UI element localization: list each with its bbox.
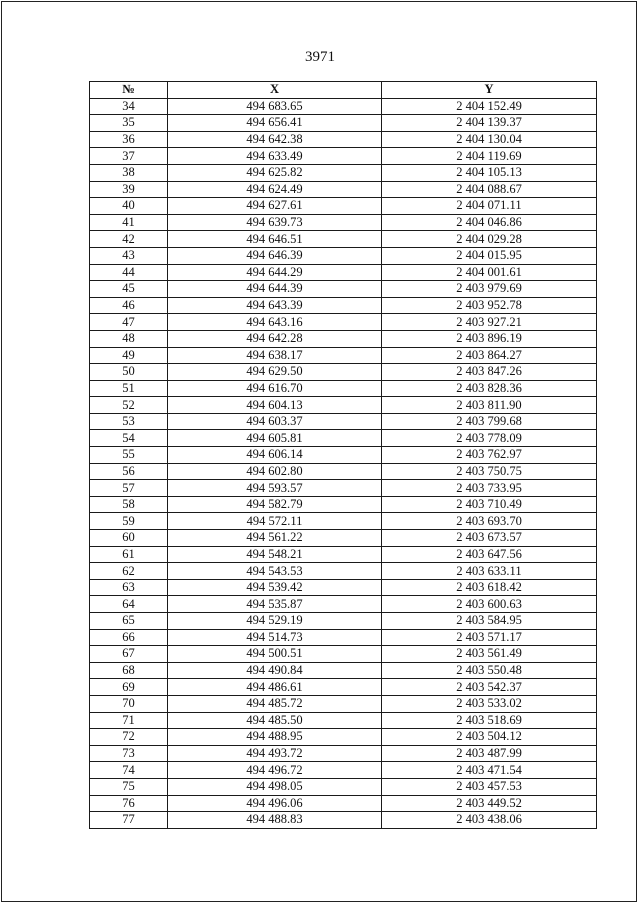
cell-number: 45 [90,281,168,298]
table-row [90,447,597,464]
cell-y: 2 403 561.49 [382,646,597,663]
cell-y: 2 404 105.13 [382,164,597,181]
table-row [90,247,597,264]
cell-number: 73 [90,745,168,762]
cell-x: 494 629.50 [168,364,382,381]
cell-x: 494 633.49 [168,148,382,165]
cell-number: 37 [90,148,168,165]
table-row [90,745,597,762]
table-row [90,281,597,298]
page-number: 3971 [305,49,335,65]
cell-y: 2 403 750.75 [382,463,597,480]
cell-y: 2 404 130.04 [382,131,597,148]
table-row [90,563,597,580]
cell-number: 64 [90,596,168,613]
table-row [90,530,597,547]
header-y: Y [382,82,597,99]
cell-y: 2 403 979.69 [382,281,597,298]
cell-x: 494 683.65 [168,98,382,115]
table-row [90,695,597,712]
cell-x: 494 498.05 [168,778,382,795]
cell-y: 2 403 438.06 [382,812,597,829]
cell-number: 71 [90,712,168,729]
cell-x: 494 646.39 [168,247,382,264]
cell-x: 494 643.39 [168,297,382,314]
cell-x: 494 486.61 [168,679,382,696]
cell-y: 2 404 119.69 [382,148,597,165]
cell-number: 36 [90,131,168,148]
cell-x: 494 535.87 [168,596,382,613]
cell-x: 494 639.73 [168,214,382,231]
cell-number: 58 [90,496,168,513]
cell-number: 38 [90,164,168,181]
cell-y: 2 404 029.28 [382,231,597,248]
coordinates-table [89,81,597,829]
cell-number: 47 [90,314,168,331]
cell-x: 494 625.82 [168,164,382,181]
table-row [90,330,597,347]
cell-number: 51 [90,380,168,397]
cell-x: 494 529.19 [168,613,382,630]
cell-x: 494 593.57 [168,480,382,497]
cell-x: 494 485.50 [168,712,382,729]
table-row [90,762,597,779]
table-row [90,729,597,746]
table-row [90,546,597,563]
table-row [90,364,597,381]
table-row [90,148,597,165]
cell-number: 34 [90,98,168,115]
table-row [90,413,597,430]
cell-y: 2 403 927.21 [382,314,597,331]
table-row [90,397,597,414]
cell-x: 494 561.22 [168,530,382,547]
cell-number: 59 [90,513,168,530]
cell-y: 2 403 710.49 [382,496,597,513]
table-row [90,198,597,215]
cell-x: 494 496.06 [168,795,382,812]
cell-number: 60 [90,530,168,547]
cell-y: 2 403 550.48 [382,662,597,679]
table-row [90,629,597,646]
cell-x: 494 500.51 [168,646,382,663]
cell-y: 2 403 571.17 [382,629,597,646]
cell-y: 2 403 799.68 [382,413,597,430]
cell-y: 2 403 471.54 [382,762,597,779]
table-row [90,131,597,148]
cell-x: 494 548.21 [168,546,382,563]
cell-x: 494 514.73 [168,629,382,646]
cell-number: 57 [90,480,168,497]
cell-y: 2 403 952.78 [382,297,597,314]
cell-number: 67 [90,646,168,663]
cell-x: 494 656.41 [168,115,382,132]
cell-number: 43 [90,247,168,264]
cell-x: 494 602.80 [168,463,382,480]
cell-number: 54 [90,430,168,447]
cell-number: 65 [90,613,168,630]
cell-y: 2 403 811.90 [382,397,597,414]
cell-number: 61 [90,546,168,563]
cell-y: 2 403 762.97 [382,447,597,464]
table-row [90,795,597,812]
cell-x: 494 539.42 [168,579,382,596]
cell-number: 49 [90,347,168,364]
cell-x: 494 605.81 [168,430,382,447]
cell-x: 494 488.95 [168,729,382,746]
table-row [90,231,597,248]
table-row [90,596,597,613]
cell-x: 494 493.72 [168,745,382,762]
cell-x: 494 485.72 [168,695,382,712]
table-row [90,430,597,447]
cell-x: 494 543.53 [168,563,382,580]
cell-y: 2 403 533.02 [382,695,597,712]
cell-y: 2 404 088.67 [382,181,597,198]
cell-y: 2 403 647.56 [382,546,597,563]
cell-number: 40 [90,198,168,215]
table-row [90,679,597,696]
cell-number: 44 [90,264,168,281]
cell-y: 2 403 778.09 [382,430,597,447]
cell-number: 41 [90,214,168,231]
cell-x: 494 644.39 [168,281,382,298]
cell-y: 2 403 673.57 [382,530,597,547]
cell-x: 494 604.13 [168,397,382,414]
cell-x: 494 638.17 [168,347,382,364]
table-row [90,297,597,314]
cell-number: 55 [90,447,168,464]
cell-number: 77 [90,812,168,829]
cell-number: 42 [90,231,168,248]
table-row [90,646,597,663]
table-row [90,314,597,331]
cell-x: 494 616.70 [168,380,382,397]
cell-number: 75 [90,778,168,795]
cell-y: 2 403 457.53 [382,778,597,795]
cell-y: 2 403 633.11 [382,563,597,580]
cell-y: 2 404 152.49 [382,98,597,115]
cell-x: 494 496.72 [168,762,382,779]
cell-number: 52 [90,397,168,414]
cell-x: 494 624.49 [168,181,382,198]
table-row [90,214,597,231]
table-row [90,164,597,181]
table-row [90,613,597,630]
cell-number: 72 [90,729,168,746]
cell-x: 494 490.84 [168,662,382,679]
cell-x: 494 642.38 [168,131,382,148]
table-row [90,115,597,132]
cell-x: 494 488.83 [168,812,382,829]
cell-y: 2 403 518.69 [382,712,597,729]
cell-number: 48 [90,330,168,347]
cell-number: 53 [90,413,168,430]
cell-y: 2 403 733.95 [382,480,597,497]
table-row [90,778,597,795]
cell-x: 494 603.37 [168,413,382,430]
table-row [90,662,597,679]
cell-number: 69 [90,679,168,696]
cell-y: 2 404 001.61 [382,264,597,281]
cell-number: 50 [90,364,168,381]
cell-x: 494 642.28 [168,330,382,347]
table-row [90,513,597,530]
cell-y: 2 404 046.86 [382,214,597,231]
table-row [90,579,597,596]
cell-number: 35 [90,115,168,132]
cell-number: 74 [90,762,168,779]
cell-y: 2 403 504.12 [382,729,597,746]
table-row [90,264,597,281]
cell-y: 2 404 139.37 [382,115,597,132]
header-number: № [90,82,168,99]
cell-number: 76 [90,795,168,812]
cell-y: 2 403 618.42 [382,579,597,596]
cell-number: 70 [90,695,168,712]
cell-y: 2 403 487.99 [382,745,597,762]
cell-number: 66 [90,629,168,646]
cell-y: 2 403 449.52 [382,795,597,812]
table-row [90,480,597,497]
table-row [90,98,597,115]
cell-y: 2 403 693.70 [382,513,597,530]
cell-x: 494 627.61 [168,198,382,215]
cell-number: 46 [90,297,168,314]
cell-y: 2 404 015.95 [382,247,597,264]
cell-y: 2 403 600.63 [382,596,597,613]
cell-x: 494 644.29 [168,264,382,281]
cell-number: 63 [90,579,168,596]
table-row [90,463,597,480]
cell-number: 68 [90,662,168,679]
table-row [90,347,597,364]
header-x: X [168,82,382,99]
cell-y: 2 404 071.11 [382,198,597,215]
cell-y: 2 403 847.26 [382,364,597,381]
cell-y: 2 403 584.95 [382,613,597,630]
cell-number: 56 [90,463,168,480]
cell-x: 494 582.79 [168,496,382,513]
table-row [90,380,597,397]
cell-x: 494 572.11 [168,513,382,530]
table-row [90,712,597,729]
cell-y: 2 403 828.36 [382,380,597,397]
cell-number: 39 [90,181,168,198]
cell-number: 62 [90,563,168,580]
cell-x: 494 606.14 [168,447,382,464]
cell-y: 2 403 542.37 [382,679,597,696]
table-row [90,496,597,513]
cell-y: 2 403 896.19 [382,330,597,347]
cell-y: 2 403 864.27 [382,347,597,364]
cell-x: 494 646.51 [168,231,382,248]
table-row [90,181,597,198]
table-row [90,812,597,829]
cell-x: 494 643.16 [168,314,382,331]
table-header-row [90,82,597,99]
